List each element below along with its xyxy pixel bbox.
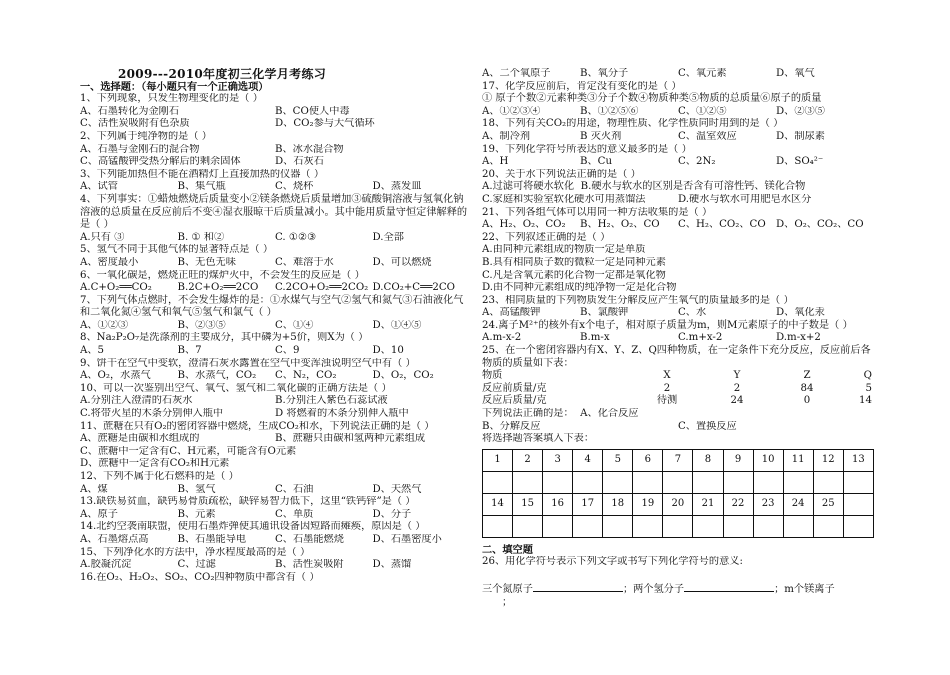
q23-options <box>482 307 874 320</box>
q11-option-a: A、蔗糖是由碳和水组成的 <box>80 433 200 445</box>
section1-header: 一、选择题：（每小题只有一个正确选项） <box>80 80 269 93</box>
answer-blank[interactable] <box>543 515 573 537</box>
q5-option-b: B、无色无味 <box>177 256 236 268</box>
q26-blank-1[interactable] <box>533 581 623 592</box>
q11-stem: 11、蔗糖在只有O₂的密闭容器中燃烧，生成CO₂和水，下列说法正确的是（ ） <box>80 420 435 432</box>
q25-after-q: 14 <box>859 395 872 407</box>
answer-cell[interactable]: 23 <box>753 493 783 515</box>
q15-option-a: A.胶凝沉淀 <box>80 559 132 571</box>
q17-option-b: B、①②⑤⑥ <box>580 105 639 117</box>
answer-cell[interactable]: 3 <box>543 449 573 471</box>
q24-option-a: A.m-x-2 <box>482 332 522 344</box>
q21-option-b: B、H₂、O₂、CO <box>580 219 660 231</box>
q26-part-3: ；m个镁离子 <box>774 584 835 595</box>
q10-option-c: C.将带火星的木条分别伸入瓶中 <box>80 408 224 420</box>
q25-header-y: Y <box>733 370 741 382</box>
q14-option-a: A、石墨熔点高 <box>80 533 149 545</box>
q25-option-c: C、置换反应 <box>678 420 737 432</box>
answer-row-1-blank <box>483 471 874 493</box>
q25-before-z: 84 <box>800 382 814 394</box>
q7-options <box>80 320 470 333</box>
answer-cell[interactable]: 5 <box>603 449 633 471</box>
answer-blank[interactable] <box>573 471 603 493</box>
q2-option-c: C、高锰酸钾受热分解后的剩余固体 <box>80 156 241 168</box>
q9-option-b: B、水蒸气，CO₂ <box>177 370 257 382</box>
q3-option-b: B、集气瓶 <box>177 181 226 193</box>
q13-stem: 13.缺铁易贫血，缺钙易骨质疏松，缺锌易智力低下，这里“铁钙锌”是（ ） <box>80 496 416 508</box>
q7-stem: 7、下列气体点燃时，不会发生爆炸的是：①水煤气与空气②氢气和氮气③石油液化气和二氧化氮④氢气和氧气⑤氢气和氯气（ ） <box>80 294 464 319</box>
q26-blank-2[interactable] <box>684 581 774 592</box>
q24-option-c: C.m+x-2 <box>678 332 723 344</box>
q25-table-before <box>482 383 874 396</box>
q7-option-a: A、①②③ <box>80 319 129 331</box>
q6-option-c: C.2CO+O₂══2CO₂ <box>275 282 369 294</box>
q8-option-d: D、10 <box>372 345 404 357</box>
answer-cell[interactable]: 18 <box>603 493 633 515</box>
q26-part-4: ； <box>502 596 513 608</box>
q25-after-y: 24 <box>730 395 744 407</box>
answer-blank[interactable] <box>663 515 693 537</box>
q10-options <box>80 395 470 408</box>
q5-options <box>80 257 470 270</box>
q7-option-c: C、①④ <box>275 319 314 331</box>
q7-option-b: B、②③⑤ <box>177 319 226 331</box>
q25-option-a: A、化合反应 <box>580 408 639 420</box>
q1-options-2 <box>80 118 470 131</box>
q12-option-b: B、氢气 <box>177 483 216 495</box>
answer-intro: 将选择题答案填入下表： <box>482 433 595 445</box>
q1-option-d: D、CO₂参与大气循环 <box>275 118 375 130</box>
q1-option-b: B、CO使人中毒 <box>275 105 350 117</box>
q4-options <box>80 232 470 245</box>
q7-option-d: D、①④⑤ <box>372 319 422 331</box>
q20-options-cd <box>482 194 874 207</box>
q4-option-d: D.全部 <box>372 231 404 243</box>
q3-option-a: A、试管 <box>80 181 118 193</box>
q18-option-d: D、制尿素 <box>776 130 825 142</box>
answer-blank[interactable] <box>723 471 753 493</box>
q22-option-d: D.由不同种元素组成的纯净物一定是化合物 <box>482 282 677 294</box>
q17-option-d: D、②③⑤ <box>776 105 825 117</box>
q16-option-b: B、氧分子 <box>580 68 629 79</box>
q24-stem: 24.离子M²⁺的核外有x个电子，相对原子质量为m，则M元素原子的中子数是（ ） <box>482 319 853 331</box>
q19-option-b: B、Cu <box>580 156 613 168</box>
q5-option-a: A、密度最小 <box>80 256 139 268</box>
answer-blank[interactable] <box>543 471 573 493</box>
q6-options <box>80 282 470 295</box>
q1-stem: 1、下列现象，只发生物理变化的是（ ） <box>80 93 263 105</box>
q12-stem: 12、下列不属于化石燃料的是（ ） <box>80 471 239 482</box>
q2-stem: 2、下列属于纯净物的是（ ） <box>80 130 212 142</box>
q25-prefix: 下列说法正确 <box>482 408 544 420</box>
answer-cell[interactable]: 8 <box>693 449 723 471</box>
q14-option-d: D、石墨密度小 <box>372 533 442 545</box>
answer-cell[interactable]: 22 <box>723 493 753 515</box>
answer-cell[interactable]: 12 <box>813 449 843 471</box>
q8-stem: 8、Na₂P₂O₇是洗涤剂的主要成分，其中磷为+5价，则X为（ ） <box>80 332 369 344</box>
q14-option-c: C、石墨能燃烧 <box>275 533 344 545</box>
answer-blank[interactable] <box>723 515 753 537</box>
q1-option-c: C、活性炭吸附有色杂质 <box>80 118 190 130</box>
q24-option-b: B.m-x <box>580 332 610 344</box>
q23-stem: 23、相同质量的下列物质发生分解反应产生氧气的质量最多的是（ ） <box>482 294 794 306</box>
q4-stem: 4、下列事实：①蜡烛燃烧后质量变小②镁条燃烧后质量增加③硫酸铜溶液与氢氧化钠溶液的总质量在反应前后不变④湿衣服晾干后质量减小。其中能用质量守恒定律解释的是（ ） <box>80 193 468 231</box>
answer-blank[interactable] <box>483 515 513 537</box>
q25-header-q: Q <box>863 370 872 382</box>
q6-option-b: B.2C+O₂══2CO <box>177 282 259 294</box>
q5-option-d: D、可以燃烧 <box>372 256 432 268</box>
answer-cell[interactable]: 1 <box>483 449 513 471</box>
q19-stem: 19、下列化学符号所表达的意义最多的是（ ） <box>482 143 692 155</box>
answer-blank[interactable] <box>483 471 513 493</box>
q25-before-y: 2 <box>733 382 741 394</box>
answer-cell[interactable]: 16 <box>543 493 573 515</box>
q17-items: ① 原子个数②元素种类③分子个数④物质种类⑤物质的总质量⑥原子的质量 <box>482 93 822 105</box>
q21-option-c: C、H₂、CO₂、CO <box>678 219 766 231</box>
q4-option-b: B. ① 和② <box>177 231 225 243</box>
q10-option-d: D 将燃着的木条分别伸入瓶中 <box>275 408 409 420</box>
q25-option-b: B、分解反应 <box>482 420 541 432</box>
answer-cell[interactable]: 20 <box>663 493 693 515</box>
q4-option-a: A.只有 ③ <box>80 231 125 243</box>
page-title: 2009---2010年度初三化学月考练习 <box>118 68 327 81</box>
q15-option-d: D、蒸馏 <box>372 559 412 571</box>
q6-option-a: A.C+O₂══CO₂ <box>80 282 152 294</box>
answer-blank[interactable] <box>753 515 783 537</box>
q23-option-d: D、氧化汞 <box>776 307 825 319</box>
q23-option-b: B、氯酸钾 <box>580 307 629 319</box>
answer-cell[interactable]: 14 <box>483 493 513 515</box>
q4-option-c: C. ①②③ <box>275 231 317 243</box>
q19-option-d: D、SO₄²⁻ <box>776 156 824 168</box>
q25-header-z: Z <box>803 370 811 382</box>
q5-stem: 5、氢气不同于其他气体的显著特点是（ ） <box>80 244 274 256</box>
answer-blank[interactable] <box>813 515 843 537</box>
q26-stem: 26、用化学符号表示下列文字或书写下列化学符号的意义: <box>482 556 743 568</box>
q8-option-b: B、7 <box>177 345 202 357</box>
q14-options <box>80 534 470 547</box>
answer-table <box>482 449 874 538</box>
q9-option-a: A、O₂，水蒸气 <box>80 370 151 382</box>
q6-stem: 6、一氧化碳是，燃烧正旺的煤炉火中，不会发生的反应是（ ） <box>80 269 365 281</box>
q24-options <box>482 332 874 345</box>
q2-options-2 <box>80 156 470 169</box>
answer-blank[interactable] <box>663 471 693 493</box>
q2-option-a: A、石墨与金刚石的混合物 <box>80 143 200 155</box>
q10-option-b: B.分别注入紫色石蕊试液 <box>275 395 388 407</box>
answer-cell[interactable]: 13 <box>843 449 873 471</box>
right-column <box>482 68 874 609</box>
q8-option-c: C、9 <box>275 345 300 357</box>
q25-after-label: 反应后质量/克 <box>482 395 547 407</box>
q21-option-d: D、O₂、CO₂、CO <box>776 219 864 231</box>
q9-options <box>80 370 470 383</box>
q25-table-header <box>482 370 874 383</box>
left-column <box>80 68 470 584</box>
q9-stem: 9、饼干在空气中变软，澄清石灰水露置在空气中变浑浊说明空气中有（ ） <box>80 357 416 369</box>
q20-stem: 20、关于水下列说法正确的是（ ） <box>482 168 641 180</box>
q3-options <box>80 181 470 194</box>
q3-option-c: C、烧杯 <box>275 181 314 193</box>
q5-option-c: C、难溶于水 <box>275 256 334 268</box>
q23-option-c: C、水 <box>678 307 707 319</box>
answer-row-2-blank <box>483 515 874 537</box>
q11-option-d: D、蔗糖中一定含有CO₂和H元素 <box>80 458 230 470</box>
q12-option-a: A、煤 <box>80 483 108 495</box>
answer-cell[interactable]: 7 <box>663 449 693 471</box>
q8-option-a: A、5 <box>80 345 105 357</box>
answer-blank[interactable] <box>843 471 873 493</box>
q1-option-a: A、石墨转化为金刚石 <box>80 105 180 117</box>
answer-cell[interactable]: 15 <box>513 493 543 515</box>
answer-cell[interactable]: 4 <box>573 449 603 471</box>
q10-stem: 10、可以一次鉴别出空气、氧气、氢气和二氧化碳的正确方法是（ ） <box>80 382 392 394</box>
q13-option-d: D、分子 <box>372 508 412 520</box>
answer-blank[interactable] <box>603 515 633 537</box>
answer-blank[interactable] <box>603 471 633 493</box>
answer-blank[interactable] <box>813 471 843 493</box>
q9-option-c: C、N₂，CO₂ <box>275 370 337 382</box>
answer-blank[interactable] <box>783 471 813 493</box>
answer-cell[interactable]: 2 <box>513 449 543 471</box>
answer-row-1 <box>483 449 874 471</box>
q26-part-1: 三个氮原子 <box>482 584 533 595</box>
q17-option-c: C、①②⑤ <box>678 105 727 117</box>
q18-options <box>482 131 874 144</box>
answer-blank[interactable] <box>513 515 543 537</box>
q2-option-b: B、冰水混合物 <box>275 143 344 155</box>
q16-stem: 16.在O₂、H₂O₂、SO₂、CO₂四种物质中都含有（ ） <box>80 571 320 583</box>
q18-option-c: C、温室效应 <box>678 130 737 142</box>
q20-option-d: D.硬水与软水可用肥皂水区分 <box>678 193 812 205</box>
answer-blank[interactable] <box>753 471 783 493</box>
q25-options <box>482 421 874 434</box>
q13-option-c: C、单质 <box>275 508 314 520</box>
q25-prefix-2: 的是： <box>543 408 574 420</box>
q13-option-a: A、原子 <box>80 508 118 520</box>
q15-option-c: B、活性炭吸附 <box>275 559 344 571</box>
q25-header-substance: 物质 <box>482 370 503 382</box>
q19-option-a: A、H <box>482 156 509 168</box>
answer-cell[interactable]: 24 <box>783 493 813 515</box>
answer-cell[interactable]: 19 <box>633 493 663 515</box>
q25-after-z: 0 <box>803 395 811 407</box>
q18-option-a: A、制冷剂 <box>482 130 531 142</box>
q20-option-c: C.家庭和实验室软化硬水可用蒸馏法 <box>482 193 646 205</box>
answer-cell[interactable]: 21 <box>693 493 723 515</box>
q3-stem: 3、下列能加热但不能在酒精灯上直接加热的仪器（ ） <box>80 168 325 180</box>
q13-option-b: B、元素 <box>177 508 216 520</box>
q25-question-line <box>482 408 874 421</box>
q22-stem: 22、下列叙述正确的是（ ） <box>482 231 611 243</box>
answer-cell[interactable]: 10 <box>753 449 783 471</box>
q1-options <box>80 106 470 119</box>
q12-options <box>80 484 470 497</box>
q13-options <box>80 509 470 522</box>
q8-options <box>80 345 470 358</box>
answer-blank[interactable] <box>573 515 603 537</box>
answer-cell[interactable]: 17 <box>573 493 603 515</box>
q23-option-a: A、高锰酸钾 <box>482 307 541 319</box>
q16-option-c: C、氧元素 <box>678 68 727 79</box>
q18-stem: 18、下列有关CO₂的用途，物理性质、化学性质同时用到的是（ ） <box>482 118 784 130</box>
answer-cell[interactable]: 9 <box>723 449 753 471</box>
answer-blank[interactable] <box>783 515 813 537</box>
q25-stem: 25、在一个密闭容器内有X、Y、Z、Q四种物质，在一定条件下充分反应，反应前后各物质的质量如下表： <box>482 345 871 369</box>
q25-table-after <box>482 395 874 408</box>
answer-cell[interactable]: 11 <box>783 449 813 471</box>
q15-stem: 15、下列净化水的方法中，净水程度最高的是（ ） <box>80 546 311 558</box>
q19-options <box>482 156 874 169</box>
answer-blank[interactable] <box>513 471 543 493</box>
q17-options <box>482 106 874 119</box>
q25-before-label: 反应前质量/克 <box>482 382 547 394</box>
q16-option-d: D、氧气 <box>776 68 815 79</box>
q21-stem: 21、下列各组气体可以用同一种方法收集的是（ ） <box>482 206 713 218</box>
q25-after-x: 待测 <box>656 395 678 407</box>
q2-option-d: D、石灰石 <box>275 156 324 168</box>
answer-cell[interactable]: 6 <box>633 449 663 471</box>
answer-blank[interactable] <box>633 515 663 537</box>
answer-blank[interactable] <box>693 515 723 537</box>
answer-blank[interactable] <box>843 515 873 537</box>
q12-option-d: D、天然气 <box>372 483 422 495</box>
section2-header: 二、填空题 <box>482 543 533 556</box>
q11-option-b: B、蔗糖只由碳和氢两种元素组成 <box>275 433 426 445</box>
q21-options <box>482 219 874 232</box>
q22-option-c: C.凡是含氧元素的化合物一定都是氧化物 <box>482 269 666 281</box>
q15-option-b: C、过滤 <box>177 559 216 571</box>
q25-before-x: 2 <box>663 382 671 394</box>
answer-blank[interactable] <box>693 471 723 493</box>
q25-before-q: 5 <box>865 382 872 394</box>
answer-row-2 <box>483 493 874 515</box>
q17-stem: 17、化学反应前后，肯定没有变化的是（ ） <box>482 80 682 92</box>
q10-options-2 <box>80 408 470 421</box>
q16-options <box>482 68 874 81</box>
q14-stem: 14.北约空袭南联盟，使用石墨炸弹使其通讯设备因短路而瘫痪，原因是（ ） <box>80 521 426 533</box>
q20-options-ab <box>482 181 874 194</box>
q22-option-a: A.由同种元素组成的物质一定是单质 <box>482 244 646 256</box>
q2-options <box>80 144 470 157</box>
q26-fill-line <box>482 581 874 597</box>
q17-option-a: A、①②③④ <box>482 105 541 117</box>
answer-blank[interactable] <box>633 471 663 493</box>
q19-option-c: C、2N₂ <box>678 156 716 168</box>
q26-part-2: ；两个氢分子 <box>622 584 685 595</box>
q18-option-b: B 灭火剂 <box>580 130 622 142</box>
q24-option-d: D.m-x+2 <box>776 332 821 344</box>
answer-cell[interactable]: 25 <box>813 493 843 515</box>
q20-option-b: B.硬水与软水的区别是否含有可溶性钙、镁化合物 <box>580 181 806 193</box>
q6-option-d: D.CO₂+C══2CO <box>372 282 455 294</box>
answer-cell[interactable] <box>843 493 873 515</box>
q15-options <box>80 559 470 572</box>
q11-option-c: C、蔗糖中一定含有C、H元素，可能含有O元素 <box>80 445 297 457</box>
q16-option-a: A、二个氧原子 <box>482 68 551 79</box>
q20-option-a: A.过滤可将硬水软化 <box>482 181 575 193</box>
q12-option-c: C、石油 <box>275 483 314 495</box>
q10-option-a: A.分别注入澄清的石灰水 <box>80 395 193 407</box>
q21-option-a: A、H₂、O₂、CO₂ <box>482 219 566 231</box>
q9-option-d: D、O₂，CO₂ <box>372 370 434 382</box>
q22-option-b: B.具有相同质子数的微粒一定是同种元素 <box>482 256 666 268</box>
q25-header-x: X <box>663 370 671 382</box>
q11-options <box>80 433 470 446</box>
q3-option-d: D、蒸发皿 <box>372 181 422 193</box>
q14-option-b: B、石墨能导电 <box>177 533 247 545</box>
